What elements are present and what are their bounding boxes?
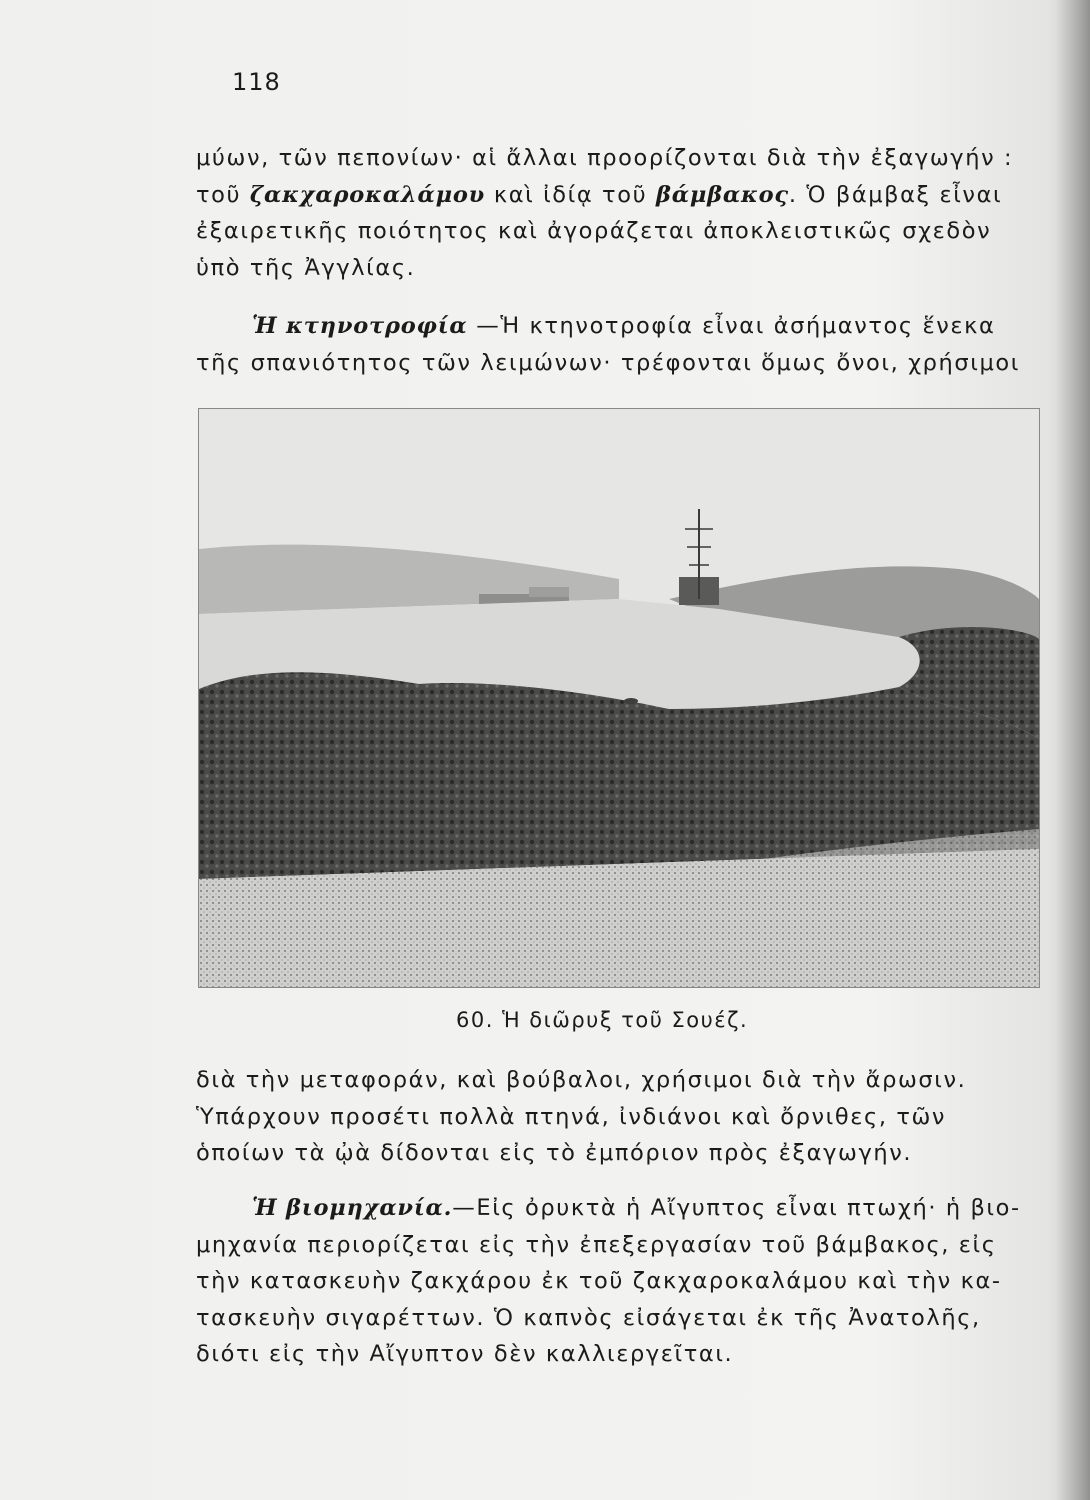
- figure-suez-canal-photo: [198, 408, 1040, 988]
- term-sugarcane: ζακχαροκαλάμου: [249, 181, 486, 208]
- canal-photo-illustration: [199, 409, 1039, 987]
- page-number: 118: [232, 68, 281, 96]
- text-line: ὁποίων τὰ ᾠὰ δίδονται εἰς τὸ ἐμπόριον πρὸς ἐξαγωγήν.: [196, 1140, 913, 1166]
- text-line: μύων, τῶν πεπονίων· αἱ ἄλλαι προορίζονται διὰ τὴν ἐξαγωγήν :: [196, 145, 1014, 171]
- page-edge-shadow: [1056, 0, 1090, 1500]
- text-line: [196, 1190, 1044, 1227]
- text-line: ἐξαιρετικῆς ποιότητος καὶ ἀγοράζεται ἀποκλειστικῶς σχεδὸν: [196, 218, 992, 244]
- text-line: διότι εἰς τὴν Αἴγυπτον δὲν καλλιεργεῖται.: [196, 1341, 734, 1367]
- term-cotton: βάμβακος: [655, 181, 789, 208]
- small-boat: [624, 698, 638, 704]
- text-line: τῆς σπανιότητος τῶν λειμώνων· τρέφονται ὅμως ὄνοι, χρήσιμοι: [196, 349, 1020, 376]
- text-line: [196, 177, 1044, 214]
- text-segment: καὶ ἰδίᾳ τοῦ: [493, 181, 648, 208]
- paragraph-livestock: [196, 308, 1044, 381]
- text-segment: —Ἡ κτηνοτροφία εἶναι ἀσήμαντος ἕνεκα: [476, 313, 996, 339]
- text-line: διὰ τὴν μεταφοράν, καὶ βούβαλοι, χρήσιμοι διὰ τὴν ἄρωσιν.: [196, 1067, 967, 1093]
- section-heading-livestock: Ἡ κτηνοτροφία: [252, 313, 468, 339]
- text-segment: τοῦ: [196, 181, 242, 208]
- port-building: [529, 587, 569, 597]
- section-heading-industry: Ἡ βιομηχανία.: [252, 1195, 453, 1221]
- paragraph-industry: [196, 1190, 1044, 1373]
- text-line: τὴν κατασκευὴν ζακχάρου ἐκ τοῦ ζακχαροκαλάμου καὶ τὴν κα-: [196, 1268, 1002, 1294]
- figure-caption: 60. Ἡ διῶρυξ τοῦ Σουέζ.: [456, 1008, 749, 1032]
- text-line: ὑπὸ τῆς Ἀγγλίας.: [196, 254, 416, 281]
- paragraph-animals: [196, 1062, 1044, 1172]
- text-line: τασκευὴν σιγαρέττων. Ὁ καπνὸς εἰσάγεται ἐκ τῆς Ἀνατολῆς,: [196, 1304, 981, 1331]
- text-segment: . Ὁ βάμβαξ εἶναι: [788, 181, 1003, 208]
- text-segment: —Εἰς ὀρυκτὰ ἡ Αἴγυπτος εἶναι πτωχή· ἡ βιο-: [452, 1195, 1021, 1221]
- paragraph-crops: [196, 140, 1044, 286]
- text-line: μηχανία περιορίζεται εἰς τὴν ἐπεξεργασίαν τοῦ βάμβακος, εἰς: [196, 1231, 997, 1258]
- text-line: [196, 308, 1044, 345]
- text-line: Ὑπάρχουν προσέτι πολλὰ πτηνά, ἰνδιάνοι καὶ ὄρνιθες, τῶν: [196, 1103, 947, 1130]
